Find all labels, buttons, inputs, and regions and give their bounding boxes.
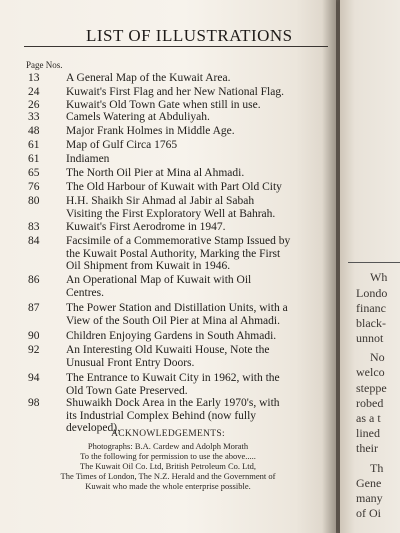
- page-number: 87: [28, 302, 40, 314]
- facing-page-text: lined: [356, 426, 380, 440]
- page-number: 94: [28, 372, 40, 384]
- caption: Kuwait's First Aerodrome in 1947.: [66, 221, 226, 233]
- caption: Kuwait's Old Town Gate when still in use.: [66, 99, 261, 111]
- facing-page-text: Th: [370, 461, 384, 475]
- facing-page-text: many: [356, 491, 383, 505]
- page-number: 24: [28, 86, 40, 98]
- page-nos-header: Page Nos.: [26, 60, 63, 70]
- facing-page-text: Wh: [370, 270, 388, 284]
- caption: Children Enjoying Gardens in South Ahmadi.: [66, 330, 277, 342]
- acknowledgements-line: Photographs: B.A. Cardew and Adolph Morath: [87, 441, 249, 451]
- facing-page-text: Gene: [356, 476, 382, 490]
- caption: An Operational Map of Kuwait with Oil Centres.: [66, 274, 252, 299]
- page-number: 83: [28, 221, 40, 233]
- caption: The North Oil Pier at Mina al Ahmadi.: [66, 167, 245, 179]
- page-number: 33: [28, 111, 40, 123]
- caption: The Power Station and Distillation Units, with a View of the South Oil Pier at Mina al Ahmadi.: [66, 302, 288, 327]
- page-number: 92: [28, 344, 40, 356]
- page-number: 98: [28, 397, 40, 409]
- facing-page-text: of Oi: [356, 506, 381, 520]
- acknowledgements-line: To the following for permission to use the above.....: [80, 451, 256, 461]
- caption: Indiamen: [66, 153, 110, 165]
- caption: An Interesting Old Kuwaiti House, Note the Unusual Front Entry Doors.: [66, 344, 270, 369]
- facing-page-text: their: [356, 441, 378, 455]
- facing-page: [340, 0, 400, 533]
- page-number: 13: [28, 72, 40, 84]
- facing-page-text: black-: [356, 316, 386, 330]
- page-number: 76: [28, 181, 40, 193]
- acknowledgements-line: The Kuwait Oil Co. Ltd, British Petroleum Co. Ltd,: [79, 461, 257, 471]
- page-number: 61: [28, 153, 40, 165]
- page-number: 48: [28, 125, 40, 137]
- facing-page-text: robed: [356, 396, 384, 410]
- caption: A General Map of the Kuwait Area.: [66, 72, 231, 84]
- page-number: 86: [28, 274, 40, 286]
- page-number: 90: [28, 330, 40, 342]
- page-title: LIST OF ILLUSTRATIONS: [86, 26, 293, 45]
- caption: Map of Gulf Circa 1765: [66, 139, 178, 151]
- page-number: 26: [28, 99, 40, 111]
- acknowledgements-line: The Times of London, The N.Z. Herald and the Government of: [60, 471, 276, 481]
- caption: Major Frank Holmes in Middle Age.: [66, 125, 235, 137]
- caption: Kuwait's First Flag and her New National Flag.: [66, 86, 284, 98]
- facing-page-text: steppe: [356, 381, 387, 395]
- facing-page-text: Londo: [356, 286, 388, 300]
- caption: The Entrance to Kuwait City in 1962, with the Old Town Gate Preserved.: [66, 372, 280, 397]
- facing-page-text: unnot: [356, 331, 384, 345]
- title-rule: [24, 46, 328, 47]
- caption: Facsimile of a Commemorative Stamp Issued by the Kuwait Postal Authority, Marking the First Oil Shipment from Kuwait in 1946.: [66, 235, 291, 272]
- acknowledgements-line: Kuwait who made the whole enterprise possible.: [85, 481, 251, 491]
- caption: H.H. Shaikh Sir Ahmad al Jabir al Sabah Visiting the First Exploratory Well at Bahrah.: [66, 195, 276, 220]
- facing-page-rule: [348, 262, 400, 263]
- page-number: 80: [28, 195, 40, 207]
- acknowledgements-heading: ACKNOWLEDGEMENTS:: [111, 429, 225, 439]
- facing-page-text: welco: [356, 365, 385, 379]
- facing-page-text: as a t: [356, 411, 381, 425]
- page-number: 84: [28, 235, 40, 247]
- page-number: 61: [28, 139, 40, 151]
- facing-page-text: No: [370, 350, 385, 364]
- facing-page-text: financ: [356, 301, 386, 315]
- caption: Shuwaikh Dock Area in the Early 1970's, with its Industrial Complex Behind (now fully developed).: [66, 397, 280, 434]
- caption: The Old Harbour of Kuwait with Part Old City: [66, 181, 282, 193]
- caption: Camels Watering at Abduliyah.: [66, 111, 210, 123]
- page-number: 65: [28, 167, 40, 179]
